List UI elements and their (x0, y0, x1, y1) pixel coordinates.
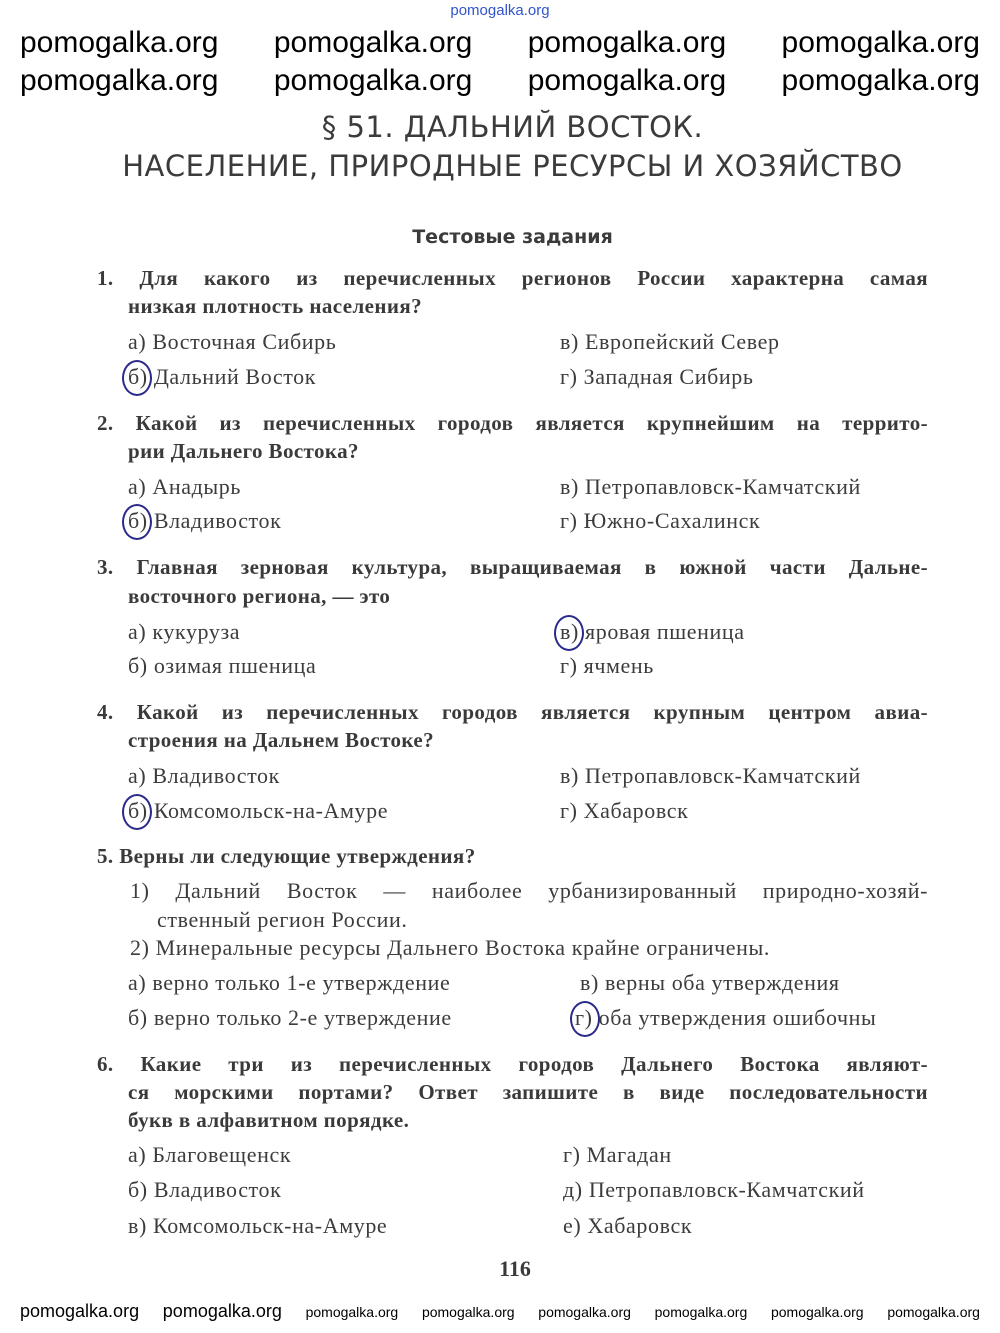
option: а) Владивосток (128, 763, 280, 788)
option: в) Петропавловск-Камчатский (560, 474, 861, 499)
option: г) Южно-Сахалинск (560, 508, 761, 533)
watermark: pomogalka.org (527, 64, 727, 97)
watermark: pomogalka.org (305, 1304, 399, 1320)
watermark: pomogalka.org (781, 64, 980, 97)
option: б) озимая пшеница (128, 653, 317, 678)
watermark-top: pomogalka.org (450, 2, 550, 19)
question-1-line: 1. Для какого из перечисленных регионов России характерна самая (97, 266, 928, 290)
option: г) Западная Сибирь (560, 364, 754, 389)
page-number: 116 (499, 1256, 531, 1281)
question-1-line: низкая плотность населения? (128, 294, 423, 318)
option: в) Петропавловск-Камчатский (560, 763, 861, 788)
question-6-line: букв в алфавитном порядке. (128, 1108, 410, 1132)
option: а) верно только 1-е утверждение (128, 970, 451, 995)
question-4-line: строения на Дальнем Востоке? (128, 728, 435, 752)
watermark: pomogalka.org (273, 64, 473, 97)
option: в) верны оба утверждения (580, 970, 840, 995)
watermark: pomogalka.org (20, 1301, 140, 1321)
watermark: pomogalka.org (654, 1304, 748, 1320)
page-title-line2: НАСЕЛЕНИЕ, ПРИРОДНЫЕ РЕСУРСЫ И ХОЗЯЙСТВО (122, 149, 903, 183)
option: б) Владивосток (128, 508, 282, 533)
option: г) Хабаровск (560, 798, 689, 823)
option: а) Благовещенск (128, 1142, 292, 1167)
answer-mark (554, 615, 584, 651)
option: а) Восточная Сибирь (128, 329, 337, 354)
statement: 2) Минеральные ресурсы Дальнего Востока крайне ограничены. (130, 935, 771, 960)
question-3-line: 3. Главная зерновая культура, выращиваемая в южной части Дальне- (97, 555, 928, 579)
option: б) Владивосток (128, 1177, 282, 1202)
watermark: pomogalka.org (273, 26, 473, 59)
option: а) Анадырь (128, 474, 242, 499)
watermark: pomogalka.org (20, 26, 219, 59)
question-2-line: рии Дальнего Востока? (128, 439, 359, 463)
answer-mark (122, 504, 152, 540)
watermark-row (20, 26, 980, 60)
watermark-row (20, 64, 980, 98)
option: в) яровая пшеница (560, 619, 745, 644)
option: г) ячмень (560, 653, 654, 678)
option: г) Магадан (563, 1142, 672, 1167)
option: г) оба утверждения ошибочны (575, 1005, 877, 1030)
watermark: pomogalka.org (20, 64, 219, 97)
option: б) Дальний Восток (128, 364, 317, 389)
question-3-line: восточного региона, — это (128, 584, 391, 608)
option: в) Комсомольск-на-Амуре (128, 1213, 388, 1238)
answer-mark (122, 794, 152, 830)
question-2-line: 2. Какой из перечисленных городов является крупнейшим на террито- (97, 411, 928, 435)
question-6-line: 6. Какие три из перечисленных городов Дальнего Востока являют- (97, 1052, 928, 1076)
watermark: pomogalka.org (770, 1304, 864, 1320)
section-heading: Тестовые задания (412, 226, 613, 248)
question-4-line: 4. Какой из перечисленных городов является крупным центром авиа- (97, 700, 928, 724)
option: д) Петропавловск-Камчатский (563, 1177, 865, 1202)
watermark: pomogalka.org (887, 1304, 980, 1320)
page-title-line1: § 51. ДАЛЬНИЙ ВОСТОК. (321, 110, 704, 144)
watermark: pomogalka.org (162, 1301, 282, 1321)
watermark: pomogalka.org (781, 26, 980, 59)
option: а) кукуруза (128, 619, 241, 644)
option: б) верно только 2-е утверждение (128, 1005, 452, 1030)
option: в) Европейский Север (560, 329, 780, 354)
answer-mark (570, 1001, 600, 1037)
question-5-line: 5. Верны ли следующие утверждения? (97, 844, 476, 868)
statement: 1) Дальний Восток — наиболее урбанизированный природно-хозяй- (130, 878, 928, 903)
answer-mark (122, 360, 152, 396)
option: е) Хабаровск (563, 1213, 693, 1238)
question-6-line: ся морскими портами? Ответ запишите в виде последовательности (128, 1080, 928, 1104)
option: б) Комсомольск-на-Амуре (128, 798, 389, 823)
statement: ственный регион России. (157, 907, 408, 932)
watermark: pomogalka.org (538, 1304, 631, 1320)
watermark: pomogalka.org (421, 1304, 515, 1320)
watermark: pomogalka.org (527, 26, 727, 59)
watermark-row (20, 1300, 980, 1323)
